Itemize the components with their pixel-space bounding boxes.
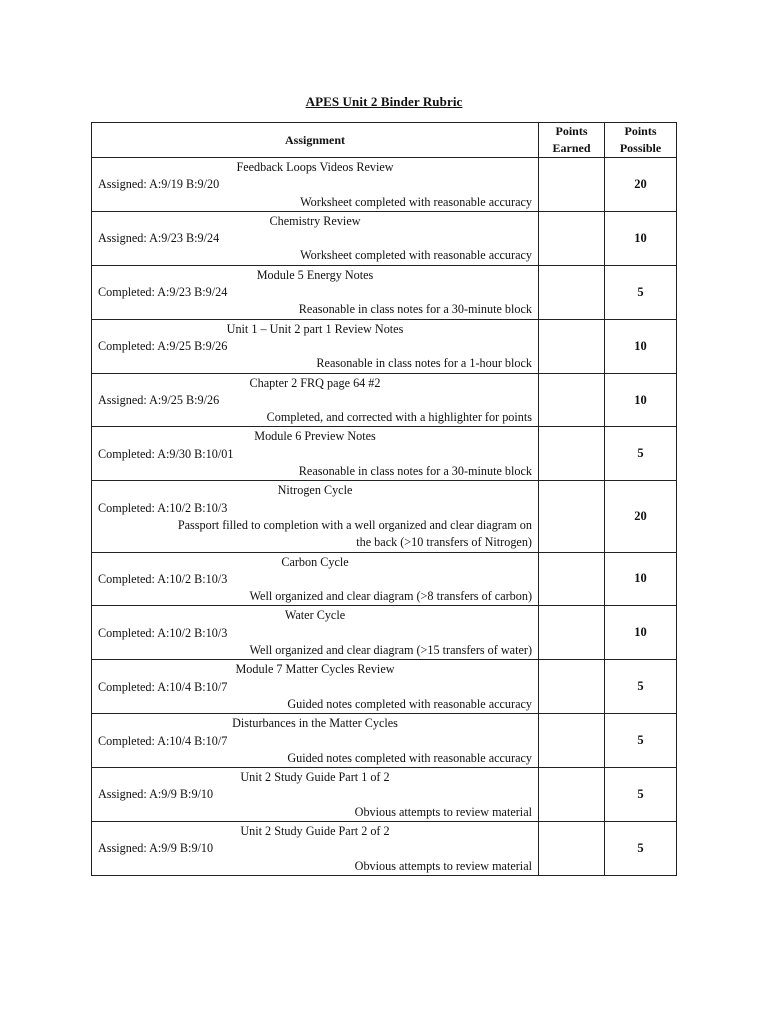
table-row (92, 714, 677, 768)
assignment-name: Unit 2 Study Guide Part 2 of 2 (240, 823, 390, 838)
assignment-criteria: Passport filled to completion with a well organized and clear diagram on (177, 517, 532, 532)
assignment-cell (92, 768, 539, 822)
table-row (92, 606, 677, 660)
assignment-name: Disturbances in the Matter Cycles (232, 716, 398, 731)
assignment-cell (92, 821, 539, 875)
header-points-earned-line2: Earned (552, 141, 591, 155)
assignment-criteria: Well organized and clear diagram (>15 transfers of water) (249, 643, 532, 658)
assignment-date: Completed: A:10/2 B:10/3 (98, 625, 228, 640)
points-earned-cell[interactable] (539, 714, 605, 768)
points-earned-cell[interactable] (539, 552, 605, 606)
assignment-name: Carbon Cycle (281, 554, 349, 569)
points-earned-cell[interactable] (539, 211, 605, 265)
assignment-name: Module 7 Matter Cycles Review (235, 662, 395, 677)
rubric-table (91, 122, 677, 876)
points-possible-cell: 10 (605, 373, 677, 427)
points-possible-cell: 5 (605, 821, 677, 875)
assignment-date: Completed: A:10/4 B:10/7 (98, 733, 228, 748)
document-title: APES Unit 2 Binder Rubric (305, 94, 463, 109)
assignment-cell (92, 552, 539, 606)
assignment-cell (92, 158, 539, 212)
table-row (92, 552, 677, 606)
points-earned-cell[interactable] (539, 319, 605, 373)
table-row (92, 427, 677, 481)
table-row (92, 373, 677, 427)
assignment-cell (92, 319, 539, 373)
assignment-cell (92, 211, 539, 265)
assignment-cell (92, 714, 539, 768)
assignment-date: Assigned: A:9/9 B:9/10 (98, 841, 214, 856)
assignment-cell (92, 606, 539, 660)
header-assignment: Assignment (92, 123, 539, 158)
table-row (92, 265, 677, 319)
points-possible-cell: 5 (605, 427, 677, 481)
assignment-criteria: Guided notes completed with reasonable accuracy (287, 696, 532, 711)
assignment-date: Completed: A:10/2 B:10/3 (98, 500, 228, 515)
assignment-criteria: Reasonable in class notes for a 30-minute block (298, 302, 532, 317)
table-row (92, 211, 677, 265)
points-possible-cell: 10 (605, 319, 677, 373)
table-row (92, 821, 677, 875)
points-earned-cell[interactable] (539, 481, 605, 552)
points-possible-cell: 5 (605, 660, 677, 714)
header-points-earned-line1: Points (555, 124, 588, 138)
table-row (92, 768, 677, 822)
assignment-date: Assigned: A:9/25 B:9/26 (98, 392, 220, 407)
assignment-date: Completed: A:9/30 B:10/01 (98, 446, 234, 461)
assignment-cell (92, 481, 539, 552)
header-points-possible-line2: Possible (619, 141, 662, 155)
points-earned-cell[interactable] (539, 660, 605, 714)
assignment-date: Assigned: A:9/9 B:9/10 (98, 787, 214, 802)
assignment-criteria: Well organized and clear diagram (>8 transfers of carbon) (249, 589, 532, 604)
assignment-criteria: Reasonable in class notes for a 1-hour block (316, 356, 532, 371)
assignment-name: Unit 2 Study Guide Part 1 of 2 (240, 770, 390, 785)
points-possible-cell: 20 (605, 481, 677, 552)
points-earned-cell[interactable] (539, 821, 605, 875)
points-possible-cell: 20 (605, 158, 677, 212)
assignment-name: Nitrogen Cycle (277, 483, 353, 498)
assignment-name: Module 5 Energy Notes (256, 267, 374, 282)
assignment-criteria: Guided notes completed with reasonable accuracy (287, 750, 532, 765)
points-possible-cell: 10 (605, 211, 677, 265)
assignment-date: Assigned: A:9/23 B:9/24 (98, 231, 220, 246)
table-row (92, 319, 677, 373)
assignment-name: Water Cycle (284, 608, 346, 623)
assignment-criteria: Obvious attempts to review material (354, 804, 532, 819)
assignment-criteria: Worksheet completed with reasonable accuracy (300, 248, 532, 263)
assignment-name: Chapter 2 FRQ page 64 #2 (249, 375, 381, 390)
assignment-criteria: Completed, and corrected with a highlighter for points (266, 410, 532, 425)
assignment-cell (92, 660, 539, 714)
assignment-date: Completed: A:9/23 B:9/24 (98, 285, 228, 300)
table-row (92, 660, 677, 714)
assignment-criteria: Reasonable in class notes for a 30-minute block (298, 464, 532, 479)
assignment-name: Unit 1 – Unit 2 part 1 Review Notes (226, 321, 404, 336)
points-earned-cell[interactable] (539, 373, 605, 427)
assignment-date: Assigned: A:9/19 B:9/20 (98, 177, 220, 192)
points-possible-cell: 10 (605, 606, 677, 660)
assignment-date: Completed: A:10/4 B:10/7 (98, 679, 228, 694)
assignment-cell (92, 373, 539, 427)
points-earned-cell[interactable] (539, 158, 605, 212)
points-earned-cell[interactable] (539, 427, 605, 481)
points-possible-cell: 5 (605, 714, 677, 768)
assignment-name: Module 6 Preview Notes (254, 429, 376, 444)
assignment-date: Completed: A:10/2 B:10/3 (98, 571, 228, 586)
points-possible-cell: 5 (605, 265, 677, 319)
points-earned-cell[interactable] (539, 606, 605, 660)
assignment-criteria: Obvious attempts to review material (354, 858, 532, 873)
header-row (92, 123, 677, 158)
points-earned-cell[interactable] (539, 265, 605, 319)
assignment-criteria: Worksheet completed with reasonable accuracy (300, 194, 532, 209)
table-row (92, 481, 677, 552)
assignment-name: Chemistry Review (269, 213, 361, 228)
header-points-possible (605, 123, 677, 158)
assignment-name: Feedback Loops Videos Review (236, 160, 394, 174)
assignment-date: Completed: A:9/25 B:9/26 (98, 338, 228, 353)
table-row (92, 158, 677, 212)
header-points-earned (539, 123, 605, 158)
assignment-criteria-continued: the back (>10 transfers of Nitrogen) (356, 535, 532, 550)
assignment-cell (92, 427, 539, 481)
header-points-possible-line1: Points (624, 124, 657, 138)
points-earned-cell[interactable] (539, 768, 605, 822)
points-possible-cell: 10 (605, 552, 677, 606)
points-possible-cell: 5 (605, 768, 677, 822)
assignment-cell (92, 265, 539, 319)
